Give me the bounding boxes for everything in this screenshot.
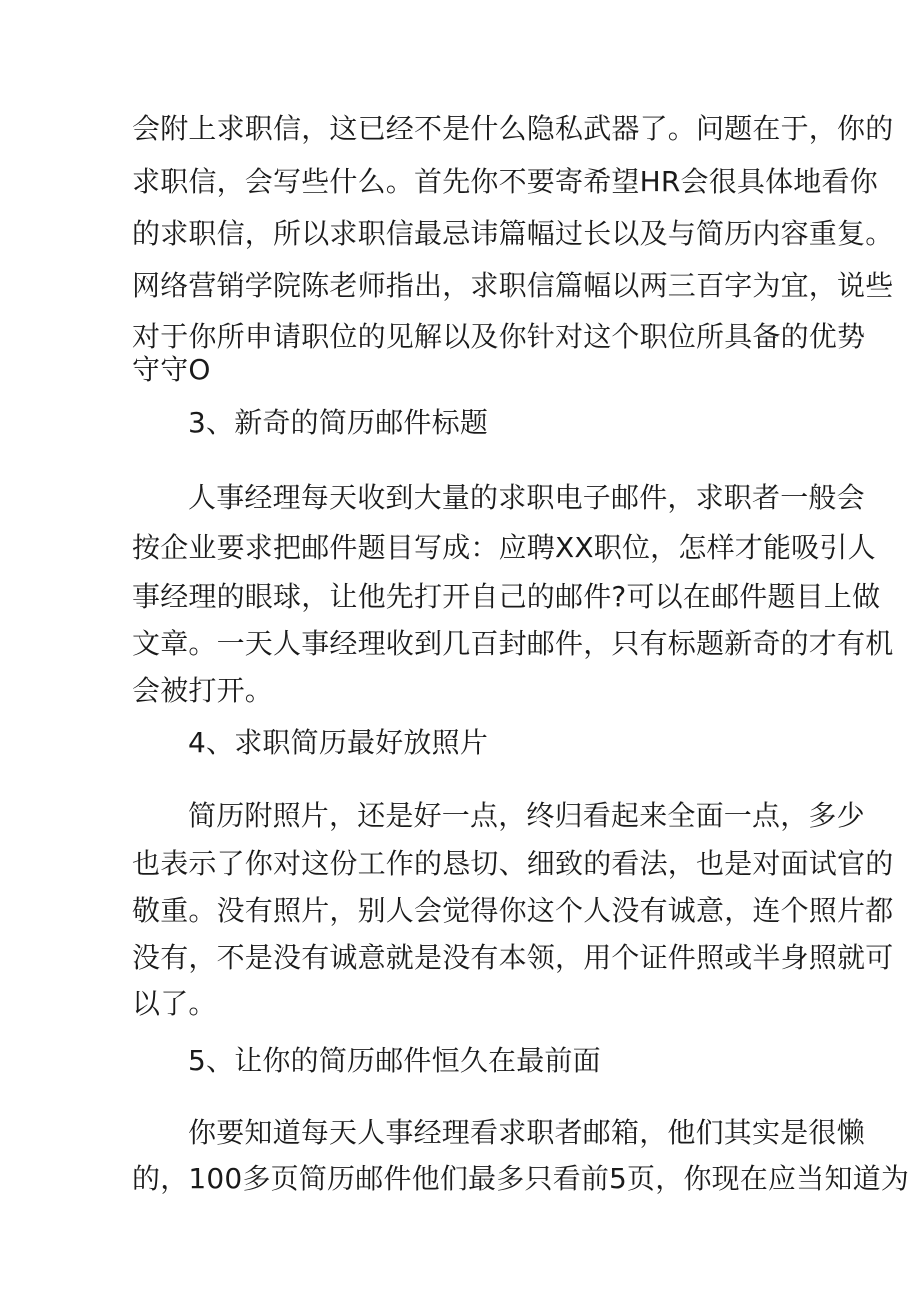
paragraph-line: 以了。 xyxy=(132,987,217,1020)
section-heading-5: 5、让你的简历邮件恒久在最前面 xyxy=(188,1044,601,1077)
paragraph-line: 会被打开。 xyxy=(132,674,274,707)
paragraph-line: 文章。一天人事经理收到几百封邮件，只有标题新奇的才有机 xyxy=(132,627,894,660)
paragraph-line: 敬重。没有照片，别人会觉得你这个人没有诚意，连个照片都 xyxy=(132,894,894,927)
paragraph-line: 事经理的眼球，让他先打开自己的邮件?可以在邮件题目上做 xyxy=(132,580,881,613)
paragraph-line: 的求职信，所以求职信最忌讳篇幅过长以及与简历内容重复。 xyxy=(132,217,894,250)
paragraph-line: 也表示了你对这份工作的恳切、细致的看法，也是对面试官的 xyxy=(132,847,894,880)
paragraph-line: 按企业要求把邮件题目写成：应聘XX职位，怎样才能吸引人 xyxy=(132,531,876,564)
section-heading-4: 4、求职简历最好放照片 xyxy=(188,726,489,759)
paragraph-line: 的，100多页简历邮件他们最多只看前5页，你现在应当知道为 xyxy=(132,1162,910,1195)
paragraph-line: 人事经理每天收到大量的求职电子邮件，求职者一般会 xyxy=(188,481,865,514)
section-heading-3: 3、新奇的简历邮件标题 xyxy=(188,406,489,439)
paragraph-line: 守守O xyxy=(132,353,211,386)
paragraph-line: 简历附照片，还是好一点，终归看起来全面一点，多少 xyxy=(188,799,865,832)
paragraph-line: 求职信，会写些什么。首先你不要寄希望HR会很具体地看你 xyxy=(132,165,878,198)
paragraph-line: 你要知道每天人事经理看求职者邮箱，他们其实是很懒 xyxy=(188,1116,865,1149)
paragraph-line: 没有，不是没有诚意就是没有本领，用个证件照或半身照就可 xyxy=(132,941,894,974)
paragraph-line: 会附上求职信，这已经不是什么隐私武器了。问题在于，你的 xyxy=(132,112,894,145)
paragraph-line: 对于你所申请职位的见解以及你针对这个职位所具备的优势 xyxy=(132,320,866,353)
paragraph-line: 网络营销学院陈老师指出，求职信篇幅以两三百字为宜，说些 xyxy=(132,269,894,302)
